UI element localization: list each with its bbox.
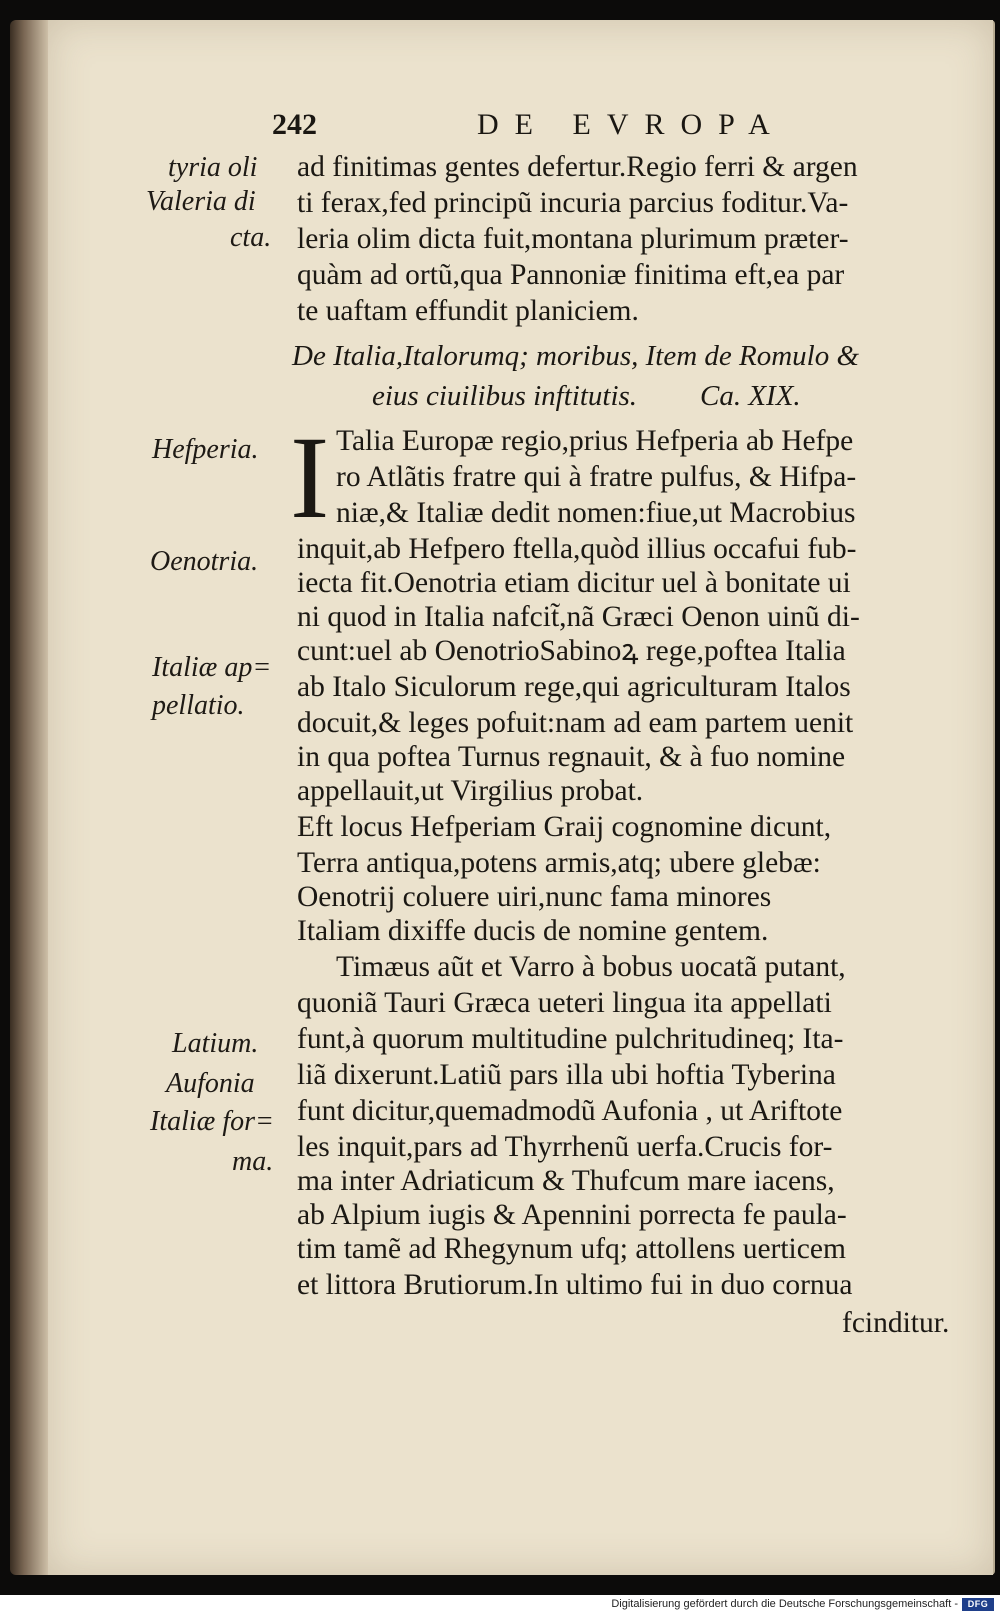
text-line: iecta fit.Oenotria etiam dicitur uel à bonitate ui [297,567,851,599]
text-line: et littora Brutiorum.In ultimo fui in duo cornua [297,1269,853,1301]
text-line: appellauit,ut Virgilius probat. [297,775,644,807]
text-line: ma inter Adriaticum & Thufcum mare iacens, [297,1165,835,1197]
verse-line: Italiam dixiffe ducis de nomine gentem. [297,915,769,947]
marginal-note-cta: cta. [230,222,272,253]
marginal-note-hesperia: Hefperia. [152,434,259,465]
text-line: leria olim dicta fuit,montana plurimum præter- [297,223,849,255]
marginal-note-ma: ma. [232,1146,274,1177]
verse-line: Eft locus Hefperiam Graij cognomine dicunt, [297,811,832,843]
text-line: quoniã Tauri Græca ueteri lingua ita appellati [297,987,832,1019]
verse-line: Terra antiqua,potens armis,atq; ubere glebæ: [297,847,821,879]
text-line: fcinditur. [842,1307,950,1339]
text-line: ti ferax,fed principũ incuria parcius foditur.Va- [297,187,849,219]
text-line: in qua poftea Turnus regnauit, & à fuo nomine [297,741,846,773]
funding-credit: Digitalisierung gefördert durch die Deutsche Forschungsgemeinschaft - [611,1598,958,1610]
text-line: docuit,& leges pofuit:nam ad eam partem uenit [297,707,854,739]
text-line: ro Atlãtis fratre qui à fratre pulfus, & Hifpa- [336,461,857,493]
text-line: quàm ad ortũ,qua Pannoniæ finitima eft,ea par [297,259,845,291]
chapter-number: Ca. XIX. [700,380,801,412]
text-line: liã dixerunt.Latiũ pars illa ubi hoftia Tyberina [297,1059,836,1091]
text-line: niæ,& Italiæ dedit nomen:fiue,ut Macrobius [336,497,856,529]
chapter-heading-continued: eius ciuilibus inftitutis. [372,380,638,412]
verse-line: Oenotrij coluere uiri,nunc fama minores [297,881,772,913]
text-line: ni quod in Italia nafcit̃,nã Græci Oenon uinũ di- [297,601,860,633]
drop-cap: I [290,412,330,543]
text-line: te uaftam effundit planiciem. [297,295,639,327]
dfg-logo: DFG [962,1598,994,1611]
text-line: funt,à quorum multitudine pulchritudineq; Ita- [297,1023,844,1055]
running-head [272,108,872,148]
marginal-note-valeria: Valeria di [146,186,256,217]
marginal-note-pellatio: pellatio. [152,690,245,721]
text-line: ab Italo Siculorum rege,qui agriculturam Italos [297,671,851,703]
page-number: 242 [272,108,317,141]
running-title: DE EVROPA [477,108,786,141]
marginal-note-latium: Latium. [172,1028,259,1059]
marginal-note-italiae-appellatio: Italiæ ap= [152,652,272,683]
text-line: funt dicitur,quemadmodũ Aufonia , ut Ariftote [297,1095,843,1127]
marginal-note-tyria: tyria oli [168,152,258,183]
text-line: Timæus aũt et Varro à bobus uocatã putant, [336,951,846,983]
marginal-note-italiae-forma: Italiæ for= [150,1106,274,1137]
text-line: tim tamẽ ad Rhegynum ufq; attollens uerticem [297,1233,846,1265]
marginal-note-ausonia: Aufonia [166,1068,255,1099]
text-line: Talia Europæ regio,prius Hefperia ab Hefpe [336,425,854,457]
text-line: les inquit,pars ad Thyrrhenũ uerfa.Crucis for- [297,1131,833,1163]
chapter-heading: De Italia,Italorumq; moribus, Item de Romulo & [292,340,860,372]
text-line: ad finitimas gentes defertur.Regio ferri & argen [297,151,858,183]
text-line: cunt:uel ab OenotrioSabinoꝝ rege,poftea Italia [297,635,846,667]
text-line: inquit,ab Hefpero ftella,quòd illius occafui fub- [297,533,857,565]
marginal-note-oenotria: Oenotria. [150,546,259,577]
text-line: ab Alpium iugis & Apennini porrecta fe paula- [297,1199,847,1231]
